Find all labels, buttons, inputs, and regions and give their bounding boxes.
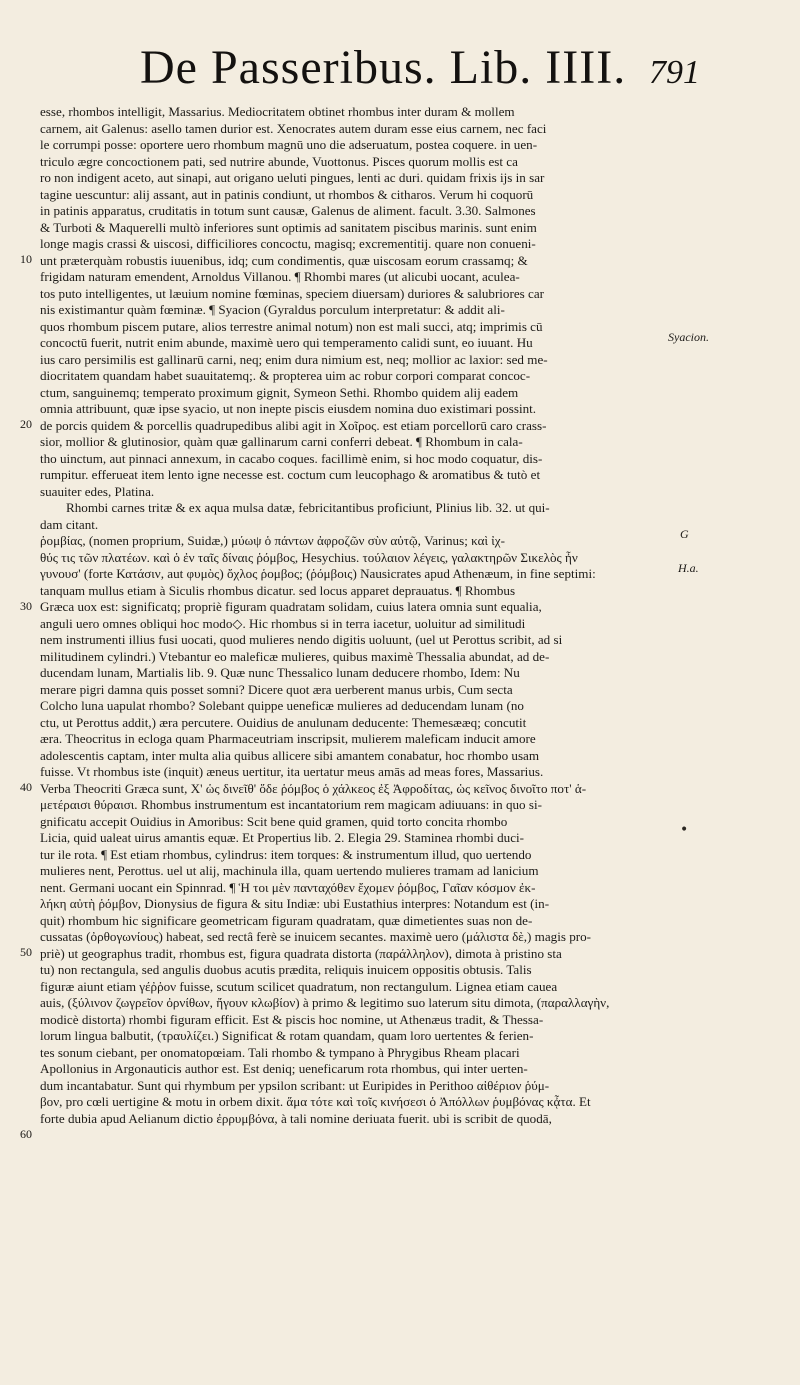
line-number-60: 60 xyxy=(20,1127,32,1141)
line-number-20: 20 xyxy=(20,417,32,431)
text-line: Rhombi carnes tritæ & ex aqua mulsa datæ, febricitantibus proficiunt, Plinius lib. 32. ut qui- xyxy=(66,500,550,515)
text-line: le corrumpi posse: oportere uero rhombum magnū uno die adseruatum, postea coquere. in uen- xyxy=(40,137,538,152)
text-line: forte dubia apud Aelianum dictio ἐρρυμβόνα, à tali nomine deriuata fuerit. ubi is scribit de quodā, xyxy=(40,1110,552,1126)
text-line: tur ile rota. ¶ Est etiam rhombus, cylindrus: item torques: & instrumentum illud, quo uertendo xyxy=(40,846,532,862)
line-number-40: 40 xyxy=(20,780,32,794)
text-line: diocritatem quandam habet suauitatemq;. & propterea uim ac robur corpori comparat concoc- xyxy=(40,368,531,383)
text-line: figuræ aiunt etiam γέῤῥον fuisse, scutum scilicet quadratum, non rectangulum. Lignea etiam cauea xyxy=(40,978,558,994)
text-line: nem instrumenti illius fusi uocati, quod mulieres nendo digitis uoluunt, (uel ut Perottus scribit, ad si xyxy=(40,632,563,647)
text-line: nis existimantur quàm fœminæ. ¶ Syacion (Gyraldus porculum interpretatur: & addit ali- xyxy=(40,302,505,317)
text-line: θύς τις τῶν πλατέων. καὶ ὁ ἐν ταῖς δίναις ῥόμβος, Hesychius. τούλαιον λέγεις, γαλακτηρῶν Σικελὸς ἦν xyxy=(40,549,578,565)
text-line: ius caro persimilis est gallinarū carni, neq; enim dura nimium est, neq; mollior ac laxior: sed me- xyxy=(40,351,548,367)
text-line: tes sonum ciebant, per onomatopœiam. Tali rhombo & tympano à Phrygibus Rheam placari xyxy=(40,1044,520,1060)
text-line: militudinem cylindri.) Vtebantur eo maleficæ mulieres, quibus maximè Thessalia abundat, ad de- xyxy=(40,648,550,664)
text-line: adolescentis captam, inter multa alia quibus allicere sibi amantem conabatur, hoc rhombo usam xyxy=(40,747,540,763)
text-line: omnia attribuunt, quæ ipse syacio, ut non inepte piscis eiusdem nomina duo existimari possint. xyxy=(40,401,537,416)
text-line: quit) rhombum hic significare geometricam figuram quadratam, quæ dimetientes suas non de- xyxy=(40,912,533,928)
text-line: suauiter edes, Platina. xyxy=(40,483,155,499)
text-line: quos rhombum piscem putare, alios terrestre animal notum) non est mali succi, atq; imprimis cū xyxy=(40,318,543,334)
text-line: cussatas (ὀρθογωνίους) habeat, sed rectâ ferè se inuicem secantes. maximè uero (μάλιστα δὲ,) magis pro- xyxy=(40,929,592,944)
text-line: dum incantabatur. Sunt qui rhymbum per ypsilon scribant: ut Euripides in Perithoo αἰθέριον ῥύμ- xyxy=(40,1077,550,1093)
text-line: auis, (ξύλινον ζωγρεῖον ὀρνίθων, ἤγουν κλωβίον) à primo & legitimo suo laterum situ dimota, (παραλλαγὴν, xyxy=(40,995,610,1010)
text-line: Græca uox est: significatq; propriè figuram quadratam solidam, cuius latera omnia sunt equalia, xyxy=(40,599,542,614)
page-number: 791 xyxy=(649,54,700,91)
line-number-30: 30 xyxy=(20,599,32,613)
text-line: tu) non rectangula, sed angulis duobus acutis prædita, reliquis inuicem oppositis obtusis. Talis xyxy=(40,962,532,977)
text-line: de porcis quidem & porcellis quadrupedibus alibi agit in Χοῖρος. est etiam porcellorū caro crass- xyxy=(40,417,547,433)
text-line: rumpitur. efferueat item lento igne necesse est. coctum cum leucophago & aromatibus & tutò et xyxy=(40,467,541,482)
text-line: Apollonius in Argonauticis author est. Est deniq; ueneficarum rota rhombus, qui inter uerten- xyxy=(40,1061,528,1076)
text-line: γυνουσ' (forte Κατάσιν, aut φυμὸς) ὄχλος ῥομβος; (ῥόμβοις) Nausicrates apud Athenæum, in fine septimi: xyxy=(40,566,596,581)
text-line: triculo ægre concoctionem pati, sed nutrire abunde, Vuottonus. Pisces quorum mollis est ca xyxy=(40,153,518,169)
text-line: ro non indigent aceto, aut sinapi, aut origano ueluti pingues, lenti ac duri. quidam frixis ijs in sar xyxy=(40,170,545,185)
text-line: longe magis crassi & uiscosi, difficiliores concoctu, magisq; excrementitij. quare non conueni- xyxy=(40,236,536,251)
text-line: tho uinctum, aut pinnaci annexum, in cacabo coques. facillimè enim, si hoc modo coquatur, dis- xyxy=(40,450,543,466)
text-line: concoctū fuerit, nutrit enim abunde, maximè uero qui temperamento calidi sunt, eo iuuant. Hu xyxy=(40,335,533,350)
text-line: merare pigri damna quis posset somni? Dicere quot æra uerberent manus urbis, Cum secta xyxy=(40,681,513,697)
text-line: gnificatu accepit Ouidius in Amoribus: Scit bene quid gramen, quid torto concita rhombo xyxy=(40,813,508,829)
text-line: æra. Theocritus in ecloga quam Pharmaceutriam inscripsit, mulierem maleficam inducit amore xyxy=(40,731,536,746)
text-line: Licia, quid ualeat uirus amantis equæ. Et Propertius lib. 2. Elegia 29. Staminea rhombi duci- xyxy=(40,830,525,845)
line-number-50: 50 xyxy=(20,945,32,959)
text-line: λήκη αὐτὴ ῥόμβον, Dionysius de figura & situ Indiæ: ubi Eustathius interpres: Notandum est (in- xyxy=(40,896,550,911)
text-line: lorum lingua balbutit, (τραυλίζει.) Significat & rotam quandam, quam loro uertentes & ferien- xyxy=(40,1028,534,1043)
text-line: ctum, sanguinemq; temperato proximum gignit, Symeon Sethi. Rhombo quidem alij eadem xyxy=(40,384,519,400)
text-line: tos puto intelligentes, ut læuium nomine fœminas, speciem diuersam) duriores & salubriores car xyxy=(40,285,545,301)
text-line: βον, pro cœli uertigine & motu in orbem dixit. ἅμα τότε καὶ τοῖς κινήσεσι ὁ Ἀπόλλων ῥυμβόνας κᾆτα. Et xyxy=(40,1094,591,1109)
body-text xyxy=(20,104,670,1141)
text-line: μετέραισι θύραισι. Rhombus instrumentum est incantatorium rem magicam adiuuans: in quo si- xyxy=(40,797,542,812)
text-line: dam citant. xyxy=(40,516,99,532)
text-line: anguli uero omnes obliqui hoc modo◇. Hic rhombus si in terra iacetur, uoluitur ad similitudi xyxy=(40,615,526,631)
text-line: modicè distorta) rhombi figuram efficit. Est & piscis hoc nomine, ut Athenæus tradit, & Thessa- xyxy=(40,1011,544,1027)
text-line: fuisse. Vt rhombus iste (inquit) æneus uertitur, ita uertatur meus amās ad meas fores, Massarius. xyxy=(40,764,544,779)
running-title: De Passeribus. Lib. IIII. xyxy=(140,41,627,94)
text-line: ctu, ut Perottus addit,) æra percutere. Ouidius de anulunam deducente: Themesææq; concutit xyxy=(40,714,527,730)
margin-note-g: G xyxy=(680,527,689,541)
text-line: tanquam mullus etiam à Siculis rhombus dicatur. sed locus apparet deprauatus. ¶ Rhombus xyxy=(40,582,516,598)
text-line: frigidam naturam emendent, Arnoldus Villanou. ¶ Rhombi mares (ut alicubi uocant, aculea- xyxy=(40,269,520,284)
text-line: & Turboti & Maquerelli multò inferiores sunt optimis ad sanitatem piscibus marinis. sunt enim xyxy=(40,219,537,235)
text-line: Verba Theocriti Græca sunt, Χ' ὡς δινεῖθ' ὅδε ῥόμβος ὁ χάλκεος ἐξ Ἀφροδίτας, ὡς κεῖνος δινοῖτο ποτ' ἁ- xyxy=(40,780,587,796)
text-line: ῥομβίας, (nomen proprium, Suidæ,) μύωψ ὁ πάντων ἀφροζῶν σὺν αὐτῷ, Varinus; καὶ ἰχ- xyxy=(40,533,505,548)
text-line: sior, mollior & glutinosior, quàm quæ gallinarum carni conferri debeat. ¶ Rhombum in cala- xyxy=(40,434,523,449)
text-line: nent. Germani uocant ein Spinnrad. ¶ Ἡ τοι μὲν πανταχόθεν ἔχομεν ῥόμβος, Γαῖαν κόσμον ἐκ- xyxy=(40,879,536,895)
page-header xyxy=(140,40,700,104)
text-line: unt præterquàm robustis iuuenibus, idq; cum condimentis, quæ uiscosam eorum crassamq; & xyxy=(40,252,528,268)
text-line: ducendam lunam, Martialis lib. 9. Quæ nunc Thessalico lunam deducere rhombo, Idem: Nu xyxy=(40,665,520,680)
text-line: esse, rhombos intelligit, Massarius. Mediocritatem obtinet rhombus inter duram & mollem xyxy=(40,104,515,119)
text-line: in patinis apparatus, cruditatis in totum sunt causæ, Galenus de aliment. facult. 3.30. Salmones xyxy=(40,203,536,218)
line-number-10: 10 xyxy=(20,252,32,266)
text-line: tagine uescuntur: alij assant, aut in patinis condiunt, ut rhombos & citharos. Verum hi coquorū xyxy=(40,186,534,202)
text-line: carnem, ait Galenus: asello tamen durior est. Xenocrates autem duram esse eius carnem, nec faci xyxy=(40,120,547,136)
text-line: priè) ut geographus tradit, rhombus est, figura quadrata distorta (παράλληλον), dimota à pristino sta xyxy=(40,945,562,961)
text-line: mulieres nent, Perottus. uel ut alij, machinula illa, quam uertendo mulieres tramam ad lanicium xyxy=(40,863,539,878)
text-line: Colcho luna uapulat rhombo? Solebant quippe ueneficæ mulieres ad deducendam lunam (no xyxy=(40,698,524,713)
margin-note-h: H.a. xyxy=(678,561,699,575)
margin-note-syacion: Syacion. xyxy=(668,330,709,344)
margin-star-mark: • xyxy=(680,822,689,838)
